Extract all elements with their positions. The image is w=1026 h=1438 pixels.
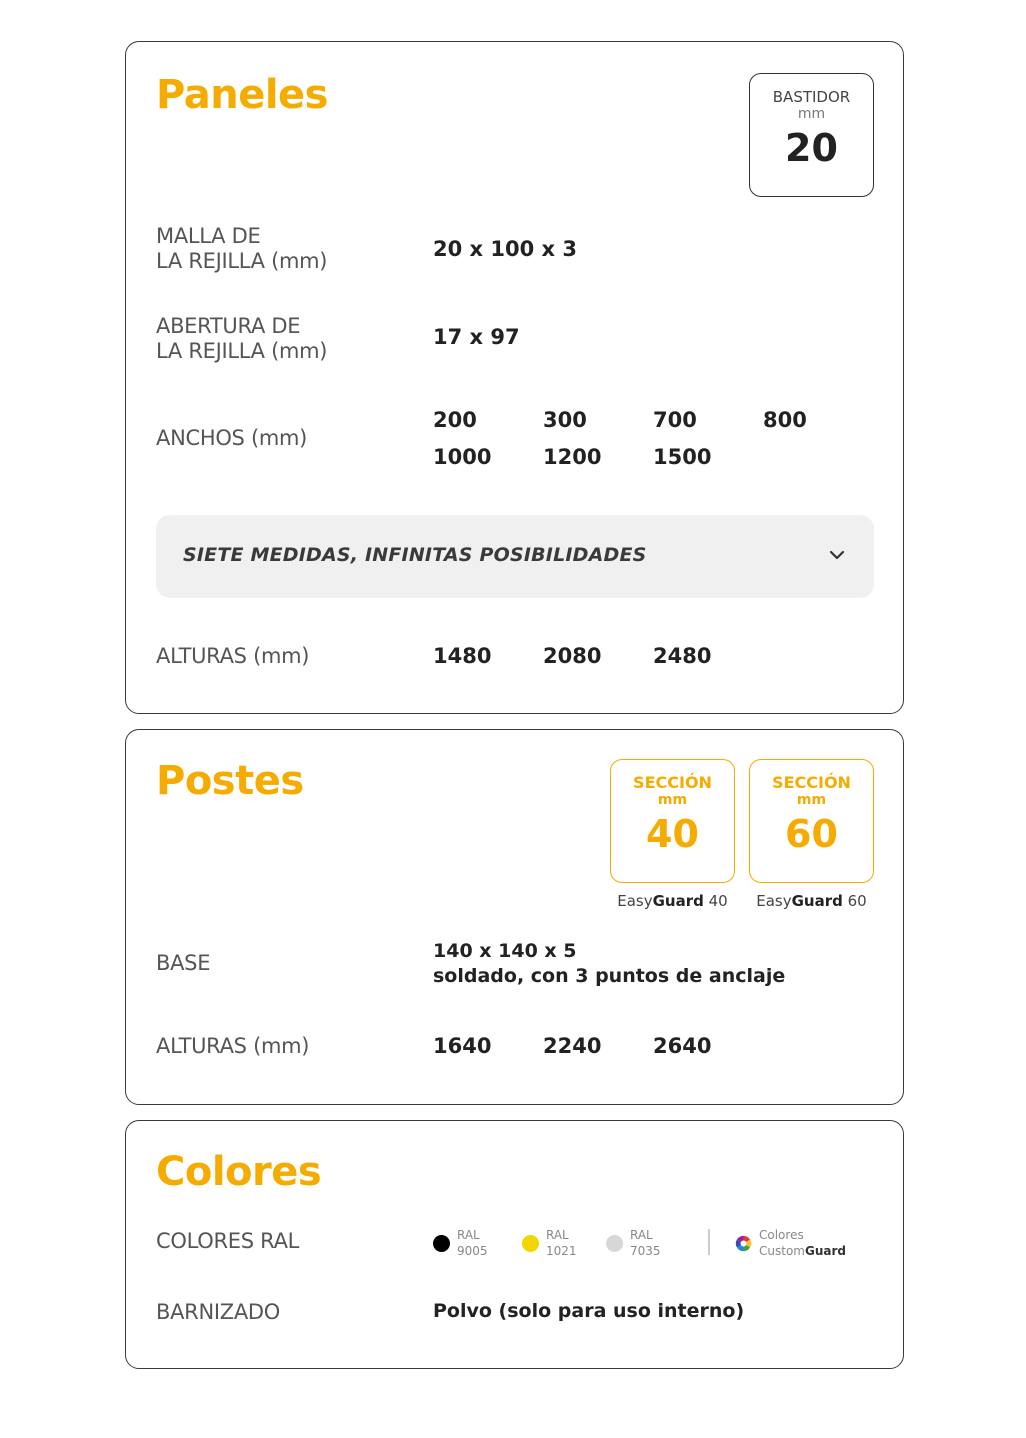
bastidor-badge-value: 20 [785,126,838,170]
swatch-dot [433,1235,450,1252]
colores-card [125,1120,904,1369]
seccion-60-badge [749,759,874,883]
alturas-paneles-value: 1480 [433,644,492,668]
paneles-card [125,41,904,714]
alturas-paneles-value: 2480 [653,644,712,668]
abertura-label [156,314,327,364]
seccion-40-unit: mm [657,792,688,808]
color-wheel-icon [735,1235,752,1252]
swatch-line2: 7035 [630,1244,661,1258]
easyguard-40-caption [610,892,735,910]
anchos-label: ANCHOS (mm) [156,426,308,450]
seccion-40-badge [610,759,735,883]
swatch-dot [606,1235,623,1252]
swatch-dot [522,1235,539,1252]
caption-post: 60 [842,892,867,910]
base-label: BASE [156,951,211,975]
postes-card [125,729,904,1105]
alturas-postes-value: 2640 [653,1034,712,1058]
custom-line2 [759,1243,846,1259]
alturas-postes-value: 2240 [543,1034,602,1058]
swatch-line1: RAL [630,1228,653,1242]
malla-label-line2: LA REJILLA (mm) [156,249,328,273]
swatch-line1: RAL [546,1228,569,1242]
malla-value: 20 x 100 x 3 [433,237,578,261]
caption-bold: Guard [791,892,843,910]
anchos-value: 800 [763,408,807,432]
paneles-title: Paneles [156,72,328,118]
chevron-down-icon [828,548,846,562]
barnizado-value: Polvo (solo para uso interno) [433,1300,745,1322]
alturas-paneles-value: 2080 [543,644,602,668]
anchos-value: 200 [433,408,477,432]
abertura-label-line1: ABERTURA DE [156,314,301,338]
alturas-postes-label: ALTURAS (mm) [156,1034,310,1058]
swatch-line2: 9005 [457,1244,488,1258]
anchos-value: 1500 [653,445,712,469]
postes-title: Postes [156,758,304,804]
custom-colors-text [759,1227,846,1259]
swatch-line2: 1021 [546,1244,577,1258]
swatch-text [630,1227,661,1259]
bastidor-badge [749,73,874,197]
seccion-60-unit: mm [796,792,827,808]
anchos-value: 1200 [543,445,602,469]
colores-divider [708,1229,710,1255]
medidas-accordion-label: SIETE MEDIDAS, INFINITAS POSIBILIDADES [183,544,647,566]
anchos-value: 1000 [433,445,492,469]
seccion-40-value: 40 [646,812,699,856]
custom-line2-bold: Guard [804,1244,846,1258]
malla-label-line1: MALLA DE [156,224,261,248]
barnizado-label: BARNIZADO [156,1300,281,1324]
easyguard-60-caption [749,892,874,910]
medidas-accordion[interactable] [156,515,874,598]
swatch-line1: RAL [457,1228,480,1242]
base-value-line1: 140 x 140 x 5 [433,940,577,962]
anchos-value: 300 [543,408,587,432]
seccion-40-label: SECCIÓN [633,773,712,792]
anchos-value: 700 [653,408,697,432]
bastidor-badge-unit: mm [797,106,826,122]
base-value [433,939,785,989]
caption-bold: Guard [652,892,704,910]
base-value-line2: soldado, con 3 puntos de anclaje [433,965,786,987]
custom-line1: Colores [759,1228,804,1242]
swatch-text [546,1227,577,1259]
abertura-label-line2: LA REJILLA (mm) [156,339,328,363]
alturas-paneles-label: ALTURAS (mm) [156,644,310,668]
malla-label [156,224,327,274]
swatch-text [457,1227,488,1259]
seccion-60-value: 60 [785,812,838,856]
caption-pre: Easy [617,892,653,910]
custom-line2-pre: Custom [759,1244,805,1258]
colores-ral-label: COLORES RAL [156,1229,300,1253]
abertura-value: 17 x 97 [433,325,520,349]
seccion-60-label: SECCIÓN [772,773,851,792]
colores-title: Colores [156,1149,322,1195]
caption-pre: Easy [756,892,792,910]
alturas-postes-value: 1640 [433,1034,492,1058]
caption-post: 40 [703,892,728,910]
bastidor-badge-label: BASTIDOR [772,88,851,106]
